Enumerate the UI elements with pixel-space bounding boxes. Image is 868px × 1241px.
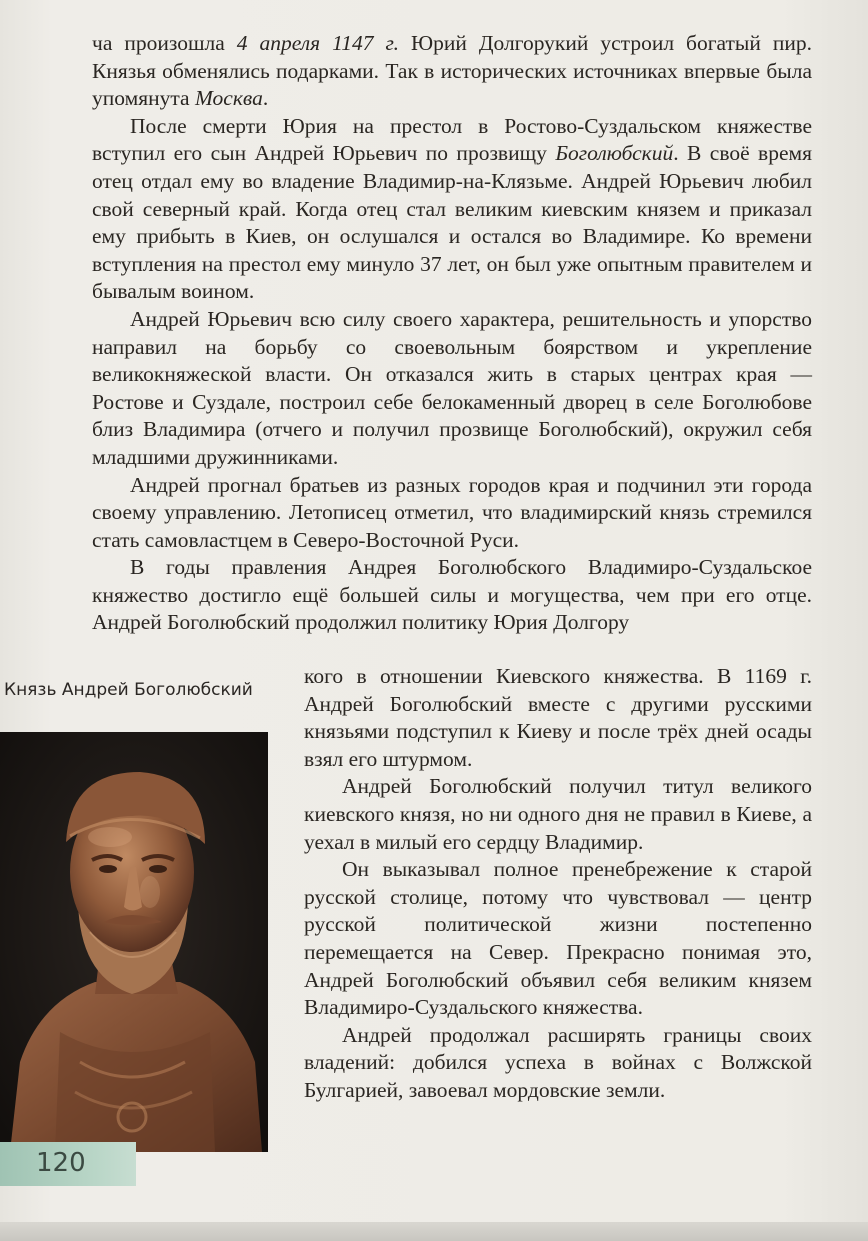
text-run: Юрий Долгорукий устроил богатый пир. Князья обменялись подарками. Так в исторических источниках впервые была упомянута [92,31,813,111]
main-text [92,30,812,637]
portrait-image [0,732,268,1152]
text-run: Андрей продолжал расширять границы своих владений: добился успеха в войнах с Волжской Булгарией, завоевал мордовские земли. [304,1022,812,1102]
paragraph [92,472,812,555]
paragraph [92,554,812,637]
text-run: ча произошла [92,31,237,55]
text-run: . В своё время отец отдал ему во владение Владимир-на-Клязьме. Андрей Юрьевич любил свой северный край. Когда отец стал великим киевским князем и приказал ему прибыть в Киев, он ослушался и остался во Владимире. Ко времени вступления на престол ему минуло 37 лет, он был уже опытным правителем и бывалым воином. [92,141,812,304]
figure-caption: Князь Андрей Боголюбский [4,680,253,700]
emphasis-text: 4 апреля 1147 г. [236,31,399,55]
paragraph [304,663,812,773]
text-run: После смерти Юрия на престол в Ростово-Суздальском княжестве вступил его сын Андрей Юрьевич по прозвищу [92,113,812,166]
text-run: Он выказывал полное пренебрежение к старой русской столице, потому что чувствовал — центр русской политической жизни постепенно перемещается на Север. Прекрасно понимая это, Андрей Боголюбский объявил себя великим князем Владимиро-Суздальского княжества. [304,857,812,1020]
paragraph [92,30,812,113]
emphasis-text: Москва [194,86,263,111]
text-run: . [262,86,269,111]
text-run: Андрей прогнал братьев из разных городов края и подчинил эти города своему управлению. Летописец отметил, что владимирский князь стремился стать самовластцем в Северо-Восточной Руси. [92,472,812,552]
page-number: 120 [36,1148,86,1178]
text-run: В годы правления Андрея Боголюбского Владимиро-Суздальское княжество достигло ещё большей силы и могущества, чем при его отце. Андрей Боголюбский продолжил политику Юрия Долгору [92,555,812,635]
paragraph [304,856,812,1022]
text-run: Андрей Юрьевич всю силу своего характера, решительность и упорство направил на борьбу со своевольным боярством и укрепление великокняжеской власти. Он отказался жить в старых центрах края — Ростове и Суздале, построил себе белокаменный дворец в селе Боголюбове близ Владимира (отчего и получил прозвище Боголюбский), окружил себя младшими дружинниками. [92,306,812,469]
paragraph [304,773,812,856]
paragraph [92,113,812,306]
paragraph [92,306,812,472]
emphasis-text: Боголюбский [555,141,674,166]
page-bottom-edge [0,1222,868,1241]
bust-illustration [0,732,268,1152]
paragraph [304,1022,812,1105]
text-run: Андрей Боголюбский получил титул великого киевского князя, но ни одного дня не правил в Киеве, а уехал в милый его сердцу Владимир. [304,774,812,854]
side-column-text [304,663,812,1105]
text-run: кого в отношении Киевского княжества. В 1169 г. Андрей Боголюбский вместе с другими русскими князьями подступил к Киеву и после трёх дней осады взял его штурмом. [304,664,812,771]
